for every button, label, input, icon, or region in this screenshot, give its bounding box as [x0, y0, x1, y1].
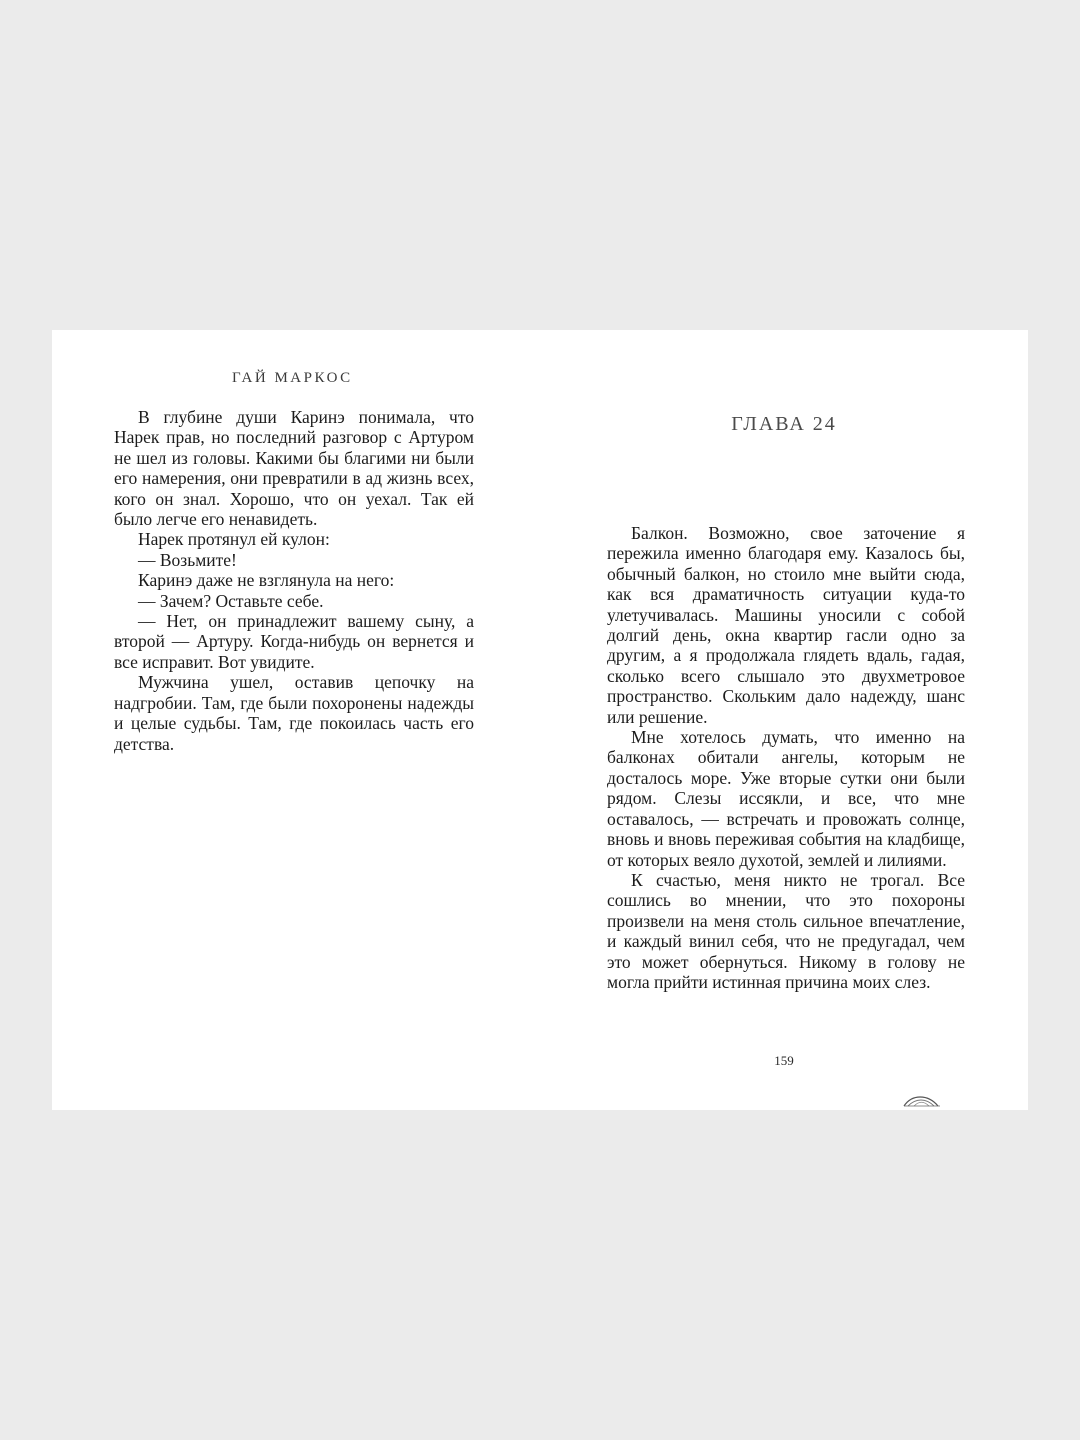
right-page-body	[607, 523, 965, 992]
paragraph: Нарек протянул ей кулон:	[138, 529, 330, 550]
left-page-body	[114, 407, 474, 754]
paragraph: К счастью, меня никто не трогал. Все сошлись во мнении, что это похороны произвели на меня столь сильное впечатление, и каждый винил себя, что не предугадал, чем это может обернуться. Никому в голову не могла прийти истинная причина моих слез.	[607, 869, 965, 992]
paragraph: Мне хотелось думать, что именно на балконах обитали ангелы, которым не досталось море. Уже вторые сутки они были рядом. Слезы иссякли, и все, что мне оставалось, — встречать и провожать солнце, вновь и вновь переживая события на кладбище, от которых веяло духотой, землей и лилиями.	[607, 727, 965, 870]
paragraph: Каринэ даже не взглянула на него:	[138, 570, 395, 591]
page-number: 159	[774, 1053, 794, 1068]
paragraph: Мужчина ушел, оставив цепочку на надгробии. Там, где были похоронены надежды и целые судьбы. Там, где покоилась часть его детства.	[114, 672, 474, 754]
paragraph: — Возьмите!	[138, 549, 237, 570]
paragraph: — Зачем? Оставьте себе.	[138, 590, 324, 611]
running-head: ГАЙ МАРКОС	[232, 370, 353, 386]
book-spread	[52, 330, 1028, 1110]
chapter-title: ГЛАВА 24	[731, 413, 837, 435]
paragraph: В глубине души Каринэ понимала, что Нарек прав, но последний разговор с Артуром не шел из головы. Какими бы благими ни были его намерения, они превратили в ад жизнь всех, кого он знал. Хорошо, что он уехал. Так ей было легче его ненавидеть.	[114, 407, 474, 530]
left-page	[52, 330, 540, 1110]
paragraph: Балкон. Возможно, свое заточение я пережила именно благодаря ему. Казалось бы, обычный балкон, но стоило мне выйти сюда, как вся драматичность ситуации куда-то улетучивалась. Машины уносили с собой долгий день, окна квартир гасли одно за другим, а я продолжала глядеть вдаль, гадая, сколько всего слышало это двухметровое пространство. Скольким дало надежду, шанс или решение.	[607, 523, 965, 727]
paragraph: — Нет, он принадлежит вашему сыну, а второй — Артуру. Когда-нибудь он вернется и все исправит. Вот увидите.	[114, 611, 474, 672]
right-page	[540, 330, 1028, 1110]
leaf-ornament-icon	[902, 1092, 942, 1110]
